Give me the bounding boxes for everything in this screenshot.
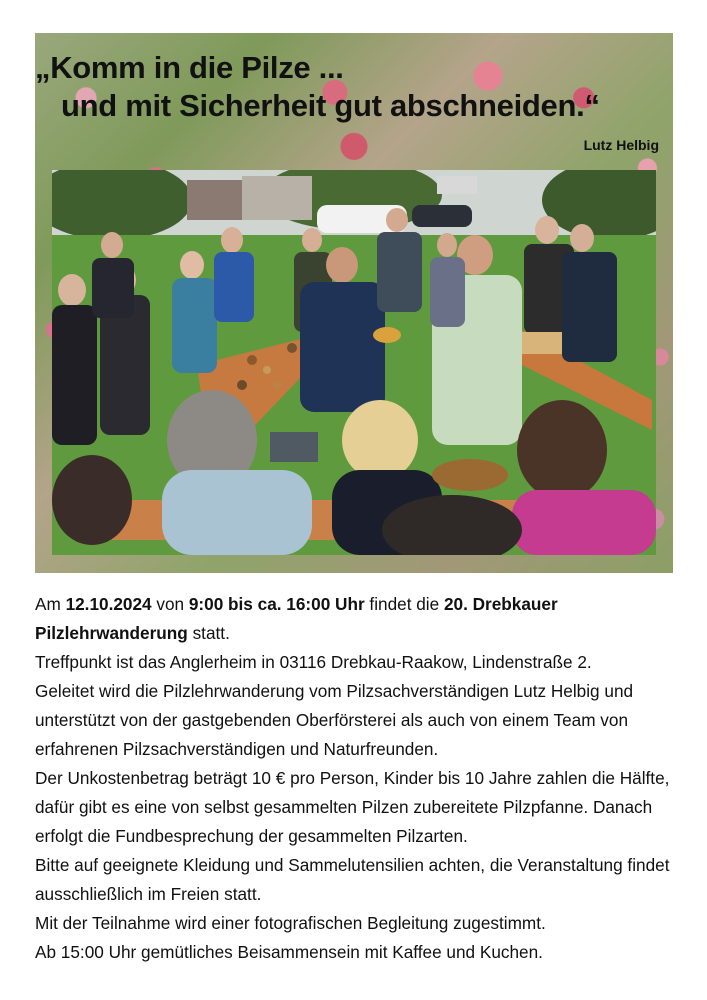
- guide-info: Geleitet wird die Pilzlehrwanderung vom Pilzsachverständigen Lutz Helbig und unterstützt von der gastgebenden Oberförsterei als auch von einem Team von erfahrenen Pilzsachverständigen und Naturfreunden.: [35, 681, 634, 759]
- headline-quote: [35, 49, 673, 125]
- clothing-info: Bitte auf geeignete Kleidung und Sammelutensilien achten, die Veranstaltung findet ausschließlich im Freien statt.: [35, 855, 670, 904]
- intro-von: von: [151, 594, 189, 614]
- intro-statt: statt.: [187, 623, 230, 643]
- headline-line-2: und mit Sicherheit gut abschneiden.“: [61, 88, 600, 123]
- group-photo-illustration: [52, 170, 656, 555]
- event-date: 12.10.2024: [65, 594, 152, 614]
- cost-info: Der Unkostenbetrag beträgt 10 € pro Person, Kinder bis 10 Jahre zahlen die Hälfte, dafür gibt es eine von selbst gesammelten Pilzen zubereitete Pilzpfanne. Danach erfolgt die Fundbesprechung der gesammelten Pilzarten.: [35, 768, 670, 846]
- group-photo: [52, 170, 656, 555]
- intro-am: Am: [35, 594, 66, 614]
- event-name: 20. Drebkauer Pilzlehrwanderung: [35, 594, 558, 643]
- photo-consent: Mit der Teilnahme wird einer fotografischen Begleitung zugestimmt.: [35, 913, 546, 933]
- coffee-info: Ab 15:00 Uhr gemütliches Beisammensein mit Kaffee und Kuchen.: [35, 942, 543, 962]
- quote-author: Lutz Helbig: [583, 137, 659, 153]
- intro-paragraph: [35, 590, 680, 648]
- meeting-point: Treffpunkt ist das Anglerheim in 03116 Drebkau-Raakow, Lindenstraße 2.: [35, 652, 592, 672]
- mushroom-banner: [35, 33, 673, 573]
- headline-line-1: „Komm in die Pilze ...: [35, 50, 344, 85]
- event-time: 9:00 bis ca. 16:00 Uhr: [188, 594, 365, 614]
- intro-findet: findet die: [364, 594, 444, 614]
- event-description: [35, 590, 680, 967]
